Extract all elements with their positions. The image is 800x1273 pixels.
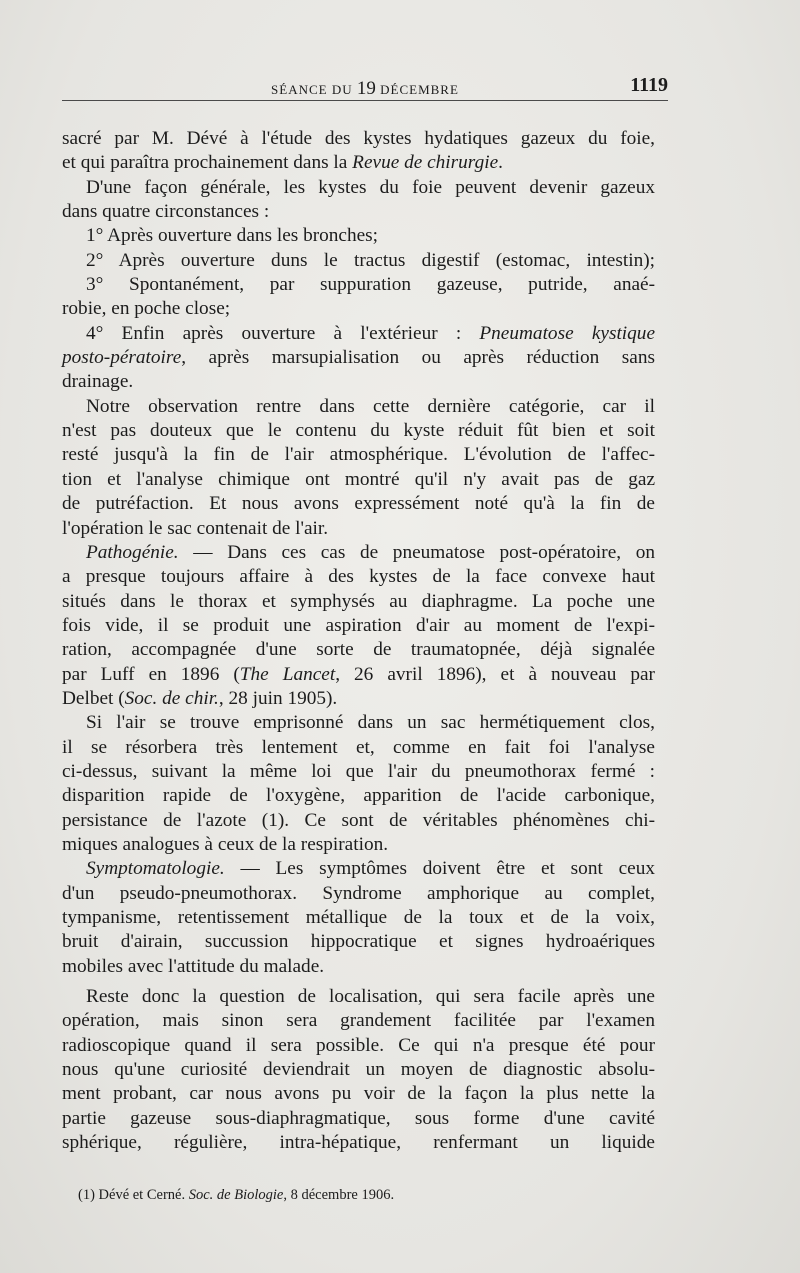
text-line: robie, en poche close; [62, 298, 231, 320]
text-line: situés dans le thorax et symphysés au diaphragme. La poche une [62, 590, 655, 612]
text-line: mobiles avec l'attitude du malade. [62, 955, 325, 977]
text-line: de putréfaction. Et nous avons expressément noté qu'à la fin de [62, 493, 655, 515]
text-line: ci-dessus, suivant la même loi que l'air du pneumothorax fermé : [62, 760, 655, 782]
list-item-4 [62, 322, 655, 395]
text-line: ration, accompagnée d'une sorte de traumatopnée, déjà signalée [62, 639, 655, 661]
running-head-date: 19 [356, 78, 376, 99]
text-line: drainage. [62, 371, 134, 393]
text-line: dans quatre circonstances : [62, 201, 270, 223]
running-head-month: DÉCEMBRE [375, 82, 459, 97]
text-line: il se résorbera très lentement et, comme en fait foi l'analyse [62, 736, 655, 758]
section-heading: Symptomatologie. [86, 858, 225, 880]
text-line: Pathogénie. — Dans ces cas de pneumatose post-opératoire, on [86, 541, 655, 563]
text-line: 1° Après ouverture dans les bronches; [86, 225, 379, 247]
text-line: a presque toujours affaire à des kystes de la face convexe haut [62, 566, 655, 588]
text-line: opération, mais sinon sera grandement facilitée par l'examen [62, 1010, 655, 1032]
paragraph-localisation [62, 985, 655, 1155]
running-head-text: SÉANCE DU [271, 82, 357, 97]
paragraph-intro [62, 127, 655, 176]
journal-title: Revue de chirurgie [352, 152, 499, 174]
text-line: tympanisme, retentissement métallique de la toux et de la voix, [62, 907, 655, 928]
text-line: Notre observation rentre dans cette dernière catégorie, car il [86, 395, 655, 417]
text-line: par Luff en 1896 (The Lancet, 26 avril 1896), et à nouveau par [62, 663, 655, 685]
footnote-journal: Soc. de Biologie [188, 1187, 284, 1203]
text-line: Si l'air se trouve emprisonné dans un sac hermétiquement clos, [86, 712, 655, 734]
text-line: partie gazeuse sous-diaphragmatique, sous forme d'une cavité [62, 1107, 655, 1129]
text-line: ment probant, car nous avons pu voir de la façon la plus nette la [62, 1083, 655, 1105]
text-line: sphérique, régulière, intra-hépatique, renfermant un liquide [62, 1132, 655, 1154]
text-line: 2° Après ouverture duns le tractus digestif (estomac, intestin); [86, 249, 655, 271]
text-line: persistance de l'azote (1). Ce sont de véritables phénomènes chi- [62, 809, 655, 831]
running-head [62, 78, 668, 100]
text-line: Symptomatologie. — Les symptômes doivent être et sont ceux [86, 858, 655, 880]
text-line: radioscopique quand il sera possible. Ce qui n'a presque été pour [62, 1034, 655, 1056]
section-heading: Pathogénie. [86, 541, 179, 563]
text-line: et qui paraîtra prochainement dans la Revue de chirurgie. [62, 152, 503, 174]
list-item-1 [62, 224, 655, 248]
text-line: miques analogues à ceux de la respiration. [62, 833, 389, 855]
list-item-2 [62, 249, 655, 273]
text-line: nous qu'une curiosité deviendrait un moyen de diagnostic absolu- [62, 1059, 655, 1081]
text-line: 4° Enfin après ouverture à l'extérieur : Pneumatose kystique [86, 322, 656, 344]
text-line: resté jusqu'à la fin de l'air atmosphérique. L'évolution de l'affec- [62, 444, 655, 466]
paragraph-air [62, 711, 655, 857]
text-line: fois vide, il se produit une aspiration d'air au moment de l'expi- [62, 614, 655, 636]
text-line: posto-pératoire, après marsupialisation ou après réduction sans [62, 347, 655, 369]
page-number: 1119 [630, 74, 668, 96]
paragraph-circumstances [62, 176, 655, 225]
text-line: Delbet (Soc. de chir., 28 juin 1905). [62, 687, 338, 709]
text-line: d'un pseudo-pneumothorax. Syndrome amphorique au complet, [62, 882, 655, 904]
list-item-3 [62, 273, 655, 322]
text-line: tion et l'analyse chimique ont montré qu'il n'y avait pas de gaz [62, 468, 655, 490]
paragraph-symptomatologie [62, 857, 655, 979]
paragraph-observation [62, 395, 655, 541]
text-line: D'une façon générale, les kystes du foie peuvent devenir gazeux [86, 176, 655, 198]
text-line: l'opération le sac contenait de l'air. [62, 517, 329, 539]
text-line: n'est pas douteux que le contenu du kyste réduit fût bien et soit [62, 420, 655, 442]
page-header [62, 72, 668, 101]
text-line: Reste donc la question de localisation, qui sera facile après une [86, 986, 655, 1008]
paragraph-pathogenie [62, 541, 655, 711]
text-line: 3° Spontanément, par suppuration gazeuse, putride, anaé- [86, 274, 655, 296]
body-text [62, 127, 655, 1155]
text-line: bruit d'airain, succussion hippocratique et signes hydroaériques [62, 931, 655, 953]
footnote: (1) Dévé et Cerné. Soc. de Biologie, 8 décembre 1906. [78, 1187, 395, 1203]
text-line: sacré par M. Dévé à l'étude des kystes hydatiques gazeux du foie, [62, 128, 655, 149]
text-line: disparition rapide de l'oxygène, apparition de l'acide carbonique, [62, 785, 655, 807]
